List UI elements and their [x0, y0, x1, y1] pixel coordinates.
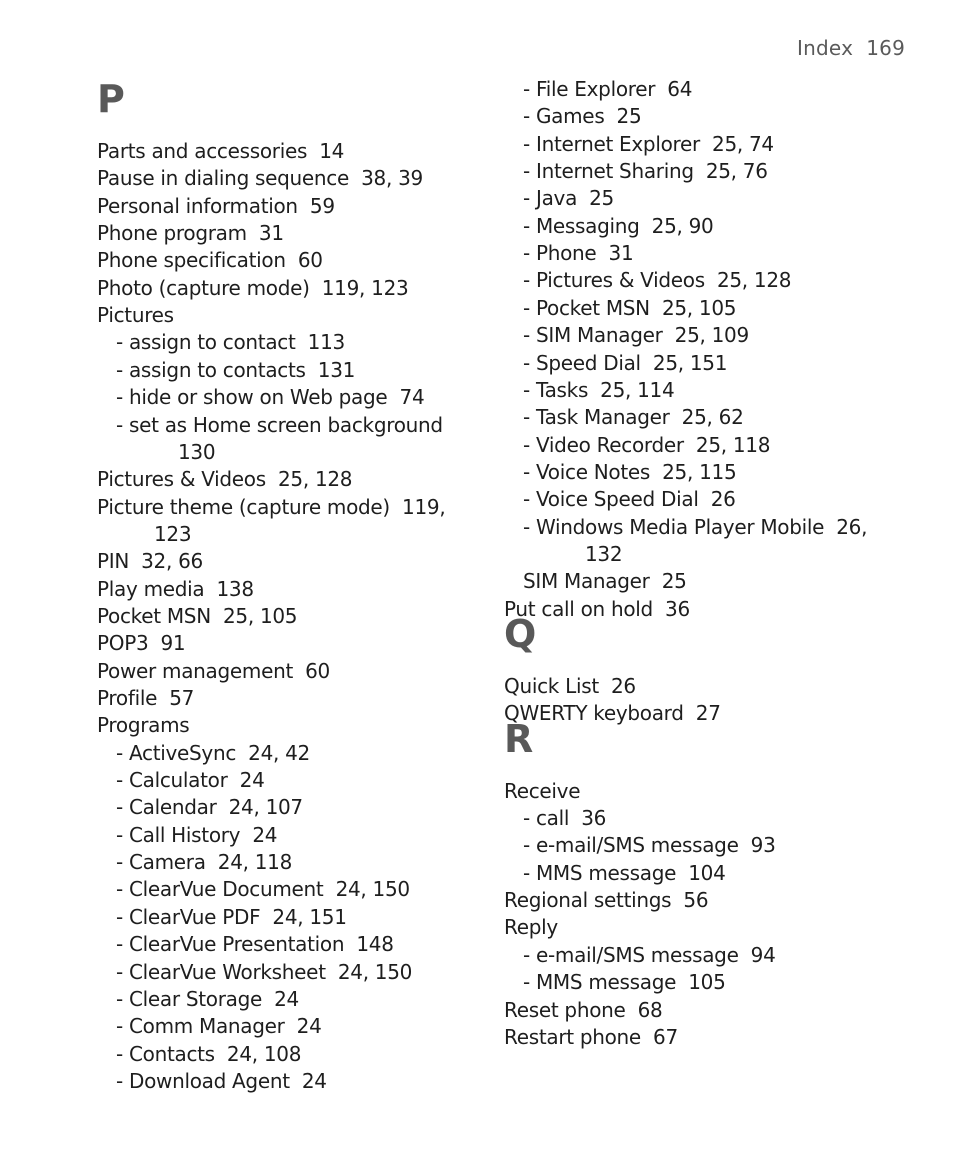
index-entry: Pocket MSN 25, 105: [97, 603, 298, 628]
index-subentry: - assign to contacts 131: [116, 357, 356, 382]
index-subentry: - MMS message 105: [523, 970, 726, 995]
index-entry: Profile 57: [97, 686, 195, 710]
index-entry: Personal information 59: [97, 193, 335, 218]
index-entry: Play media 138: [97, 576, 254, 601]
index-subentry: - Download Agent 24: [116, 1068, 327, 1093]
index-subentry: - Clear Storage 24: [116, 986, 299, 1011]
index-entry: Reply: [504, 915, 558, 940]
index-subentry: - e-mail/SMS message 93: [523, 833, 776, 858]
index-subentry: - Calculator 24: [116, 768, 265, 793]
index-subentry: - Java 25: [523, 186, 614, 211]
index-entry: Parts and accessories 14: [97, 139, 345, 163]
index-subentry: SIM Manager 25: [523, 569, 687, 594]
index-entry: Phone program 31: [97, 221, 284, 246]
index-subentry: 130: [178, 439, 216, 464]
index-subentry: - MMS message 104: [523, 860, 726, 885]
page-header: Index 169: [797, 36, 905, 60]
section-letter: R: [504, 716, 534, 761]
index-subentry: - Calendar 24, 107: [116, 795, 303, 820]
index-entry: POP3 91: [97, 631, 186, 656]
index-entry: Pictures: [97, 303, 174, 328]
index-subentry: - ClearVue Worksheet 24, 150: [116, 959, 413, 984]
index-entry: Power management 60: [97, 658, 330, 683]
index-entry: Regional settings 56: [504, 888, 709, 913]
index-subentry: - Video Recorder 25, 118: [523, 432, 771, 457]
index-entry: Picture theme (capture mode) 119,: [97, 494, 446, 519]
index-entry: Programs: [97, 713, 190, 738]
index-subentry: - e-mail/SMS message 94: [523, 942, 776, 967]
index-subentry: - ActiveSync 24, 42: [116, 740, 310, 765]
section-letter: P: [97, 77, 125, 121]
index-subentry: - ClearVue Presentation 148: [116, 932, 394, 957]
index-subentry: 123: [154, 521, 192, 546]
index-subentry: - Call History 24: [116, 822, 278, 847]
index-subentry: - Phone 31: [523, 241, 634, 266]
index-entry: PIN 32, 66: [97, 549, 203, 574]
section-letter: Q: [504, 612, 537, 656]
index-subentry: - Windows Media Player Mobile 26,: [523, 514, 868, 539]
index-subentry: - Games 25: [523, 104, 642, 129]
index-subentry: 132: [585, 541, 623, 566]
index-subentry: - Task Manager 25, 62: [523, 405, 744, 430]
index-entry: Restart phone 67: [504, 1024, 678, 1049]
index-subentry: - ClearVue Document 24, 150: [116, 877, 410, 902]
index-subentry: - Pictures & Videos 25, 128: [523, 268, 792, 293]
index-subentry: - Pocket MSN 25, 105: [523, 295, 737, 320]
index-entry: Photo (capture mode) 119, 123: [97, 275, 409, 300]
index-entry: Pause in dialing sequence 38, 39: [97, 166, 423, 191]
index-entry: Reset phone 68: [504, 997, 663, 1022]
index-subentry: - Contacts 24, 108: [116, 1041, 302, 1066]
index-entry: QWERTY keyboard 27: [504, 701, 721, 726]
index-entry: Quick List 26: [504, 674, 636, 698]
index-subentry: - assign to contact 113: [116, 330, 345, 355]
index-entry: Put call on hold 36: [504, 596, 690, 621]
index-subentry: - Camera 24, 118: [116, 850, 293, 875]
index-subentry: - Internet Explorer 25, 74: [523, 131, 774, 156]
index-subentry: - Voice Notes 25, 115: [523, 459, 737, 484]
index-subentry: - call 36: [523, 806, 607, 831]
index-subentry: - set as Home screen background: [116, 412, 443, 437]
index-subentry: - Internet Sharing 25, 76: [523, 159, 768, 184]
index-subentry: - Comm Manager 24: [116, 1014, 322, 1039]
index-subentry: - ClearVue PDF 24, 151: [116, 904, 347, 929]
index-entry: Phone specification 60: [97, 248, 323, 273]
index-subentry: - Messaging 25, 90: [523, 213, 714, 238]
index-subentry: - hide or show on Web page 74: [116, 385, 425, 410]
index-entry: Pictures & Videos 25, 128: [97, 467, 353, 492]
index-subentry: - Tasks 25, 114: [523, 377, 675, 402]
index-subentry: - Voice Speed Dial 26: [523, 487, 736, 512]
index-subentry: - Speed Dial 25, 151: [523, 350, 728, 375]
index-entry: Receive: [504, 778, 581, 803]
index-subentry: - SIM Manager 25, 109: [523, 323, 749, 348]
index-subentry: - File Explorer 64: [523, 77, 693, 101]
